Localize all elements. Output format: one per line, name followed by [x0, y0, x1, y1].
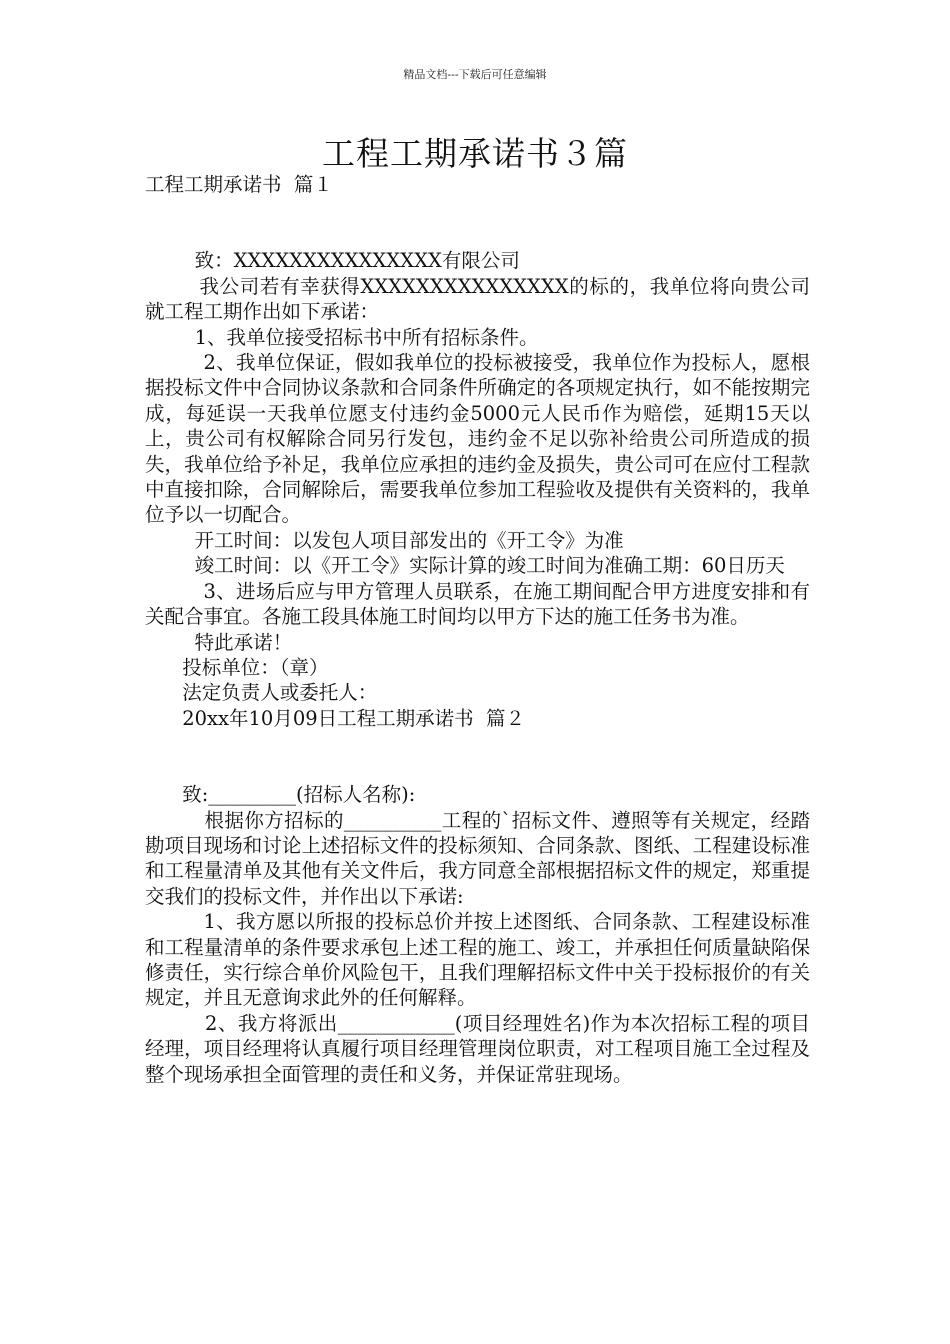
document-body — [145, 172, 810, 1087]
paragraph: 我公司若有幸获得XXXXXXXXXXXXXXX的标的，我单位将向贵公司就工程工期作出如下承诺： — [145, 274, 810, 324]
paragraph: 致：XXXXXXXXXXXXXXX有限公司 — [145, 249, 520, 273]
document-title: 工程工期承诺书３篇 — [322, 134, 628, 173]
paragraph: 2、我方将派出____________(项目经理姓名)作为本次招标工程的项目经理，项目经理将认真履行项目经理管理岗位职责，对工程项目施工全过程及整个现场承担全面管理的责任和义务，并保证常驻现场。 — [145, 1011, 810, 1086]
paragraph: 1、我单位接受招标书中所有招标条件。 — [145, 325, 539, 349]
spacer — [145, 197, 810, 248]
paragraph: 根据你方招标的__________工程的`招标文件、遵照等有关规定，经踏勘项目现场和讨论上述招标文件的投标须知、合同条款、图纸、工程建设标准和工程量清单及其他有关文件后，我方同意全部根据招标文件的规定，郑重提交我们的投标文件，并作出以下承诺: — [145, 808, 810, 908]
header-note: 精品文档---下载后可任意编辑 — [403, 68, 547, 81]
paragraph: 特此承诺！ — [145, 630, 293, 654]
paragraph: 1、我方愿以所报的投标总价并按上述图纸、合同条款、工程建设标准和工程量清单的条件要求承包上述工程的施工、竣工，并承担任何质量缺陷保修责任，实行综合单价风险包干，且我们理解招标文件中关于投标报价的有关规定，并且无意询求此外的任何解释。 — [145, 910, 810, 1010]
paragraph: 2、我单位保证，假如我单位的投标被接受，我单位作为投标人，愿根据投标文件中合同协议条款和合同条件所确定的各项规定执行，如不能按期完成，每延误一天我单位愿支付违约金5000元人民币作为赔偿，延期15天以上，贵公司有权解除合同另行发包，违约金不足以弥补给贵公司所造成的损失，我单位给予补足，我单位应承担的违约金及损失，贵公司可在应付工程款中直接扣除，合同解除后，需要我单位参加工程验收及提供有关资料的，我单位予以一切配合。 — [145, 351, 810, 527]
paragraph: 竣工时间：以《开工令》实际计算的竣工时间为准确工期：60日历天 — [145, 554, 785, 578]
section1-heading: 工程工期承诺书 篇１ — [145, 173, 333, 196]
paragraph: 投标单位：（章） — [145, 655, 329, 679]
paragraph: 3、进场后应与甲方管理人员联系，在施工期间配合甲方进度安排和有关配合事宜。各施工段具体施工时间均以甲方下达的施工任务书为准。 — [145, 579, 810, 629]
paragraph: 致:_________(招标人名称): — [145, 783, 416, 807]
paragraph: 开工时间：以发包人项目部发出的《开工令》为准 — [145, 528, 624, 552]
paragraph: 法定负责人或委托人： — [145, 681, 378, 705]
spacer — [145, 731, 810, 782]
date-and-section2-heading: 20xx年10月09日工程工期承诺书 篇２ — [145, 706, 526, 730]
